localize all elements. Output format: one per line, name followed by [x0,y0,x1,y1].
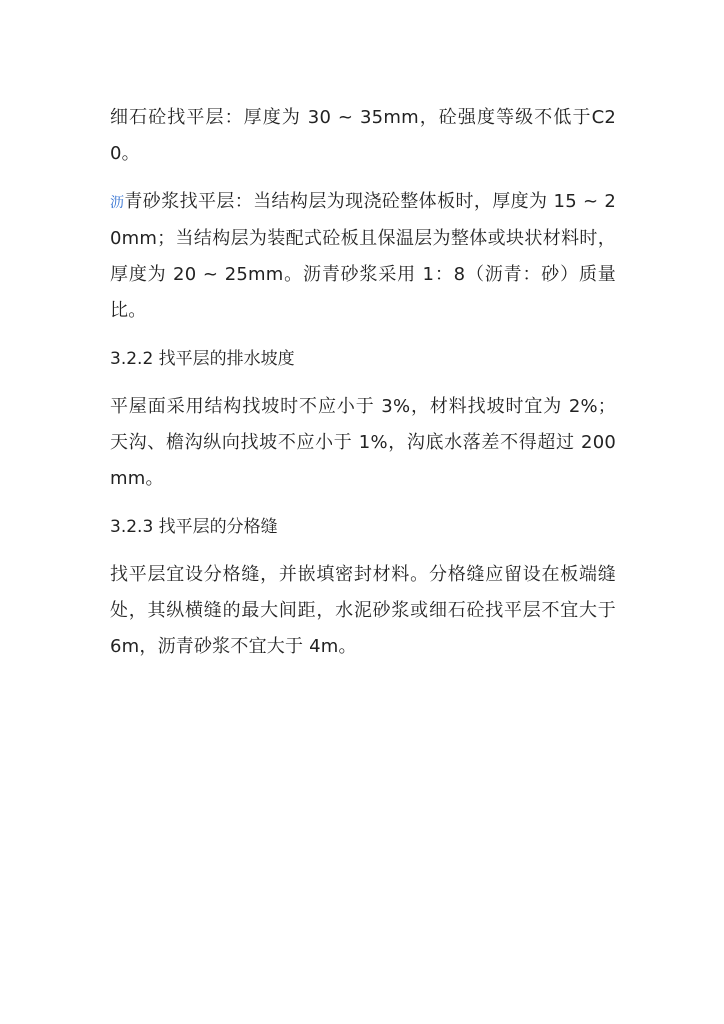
section-heading-drainage-slope: 3.2.2 找平层的排水坡度 [110,349,295,369]
keyword-link[interactable]: 沥 [110,195,125,211]
section-heading-dividing-joints: 3.2.3 找平层的分格缝 [110,517,278,537]
document-body [110,100,616,677]
paragraph-dividing-joints: 找平层宜设分格缝，并嵌填密封材料。分格缝应留设在板端缝处，其纵横缝的最大间距，水泥砂浆或细石砼找平层不宜大于 6m，沥青砂浆不宜大于 4m。 [110,564,616,657]
paragraph-drainage-slope: 平屋面采用结构找坡时不应小于 3%，材料找坡时宜为 2%；天沟、檐沟纵向找坡不应小于 1%，沟底水落差不得超过 200mm。 [110,396,616,489]
paragraph-asphalt-mortar-text: 青砂浆找平层：当结构层为现浇砼整体板时，厚度为 15 ~ 20mm；当结构层为装配式砼板且保温层为整体或块状材料时，厚度为 20 ~ 25mm。沥青砂浆采用 1：8（沥青：砂）质量比。 [110,191,617,321]
paragraph-fine-concrete-screed: 细石砼找平层：厚度为 30 ~ 35mm，砼强度等级不低于C20。 [110,107,616,164]
paragraph-asphalt-mortar-screed [110,184,616,329]
